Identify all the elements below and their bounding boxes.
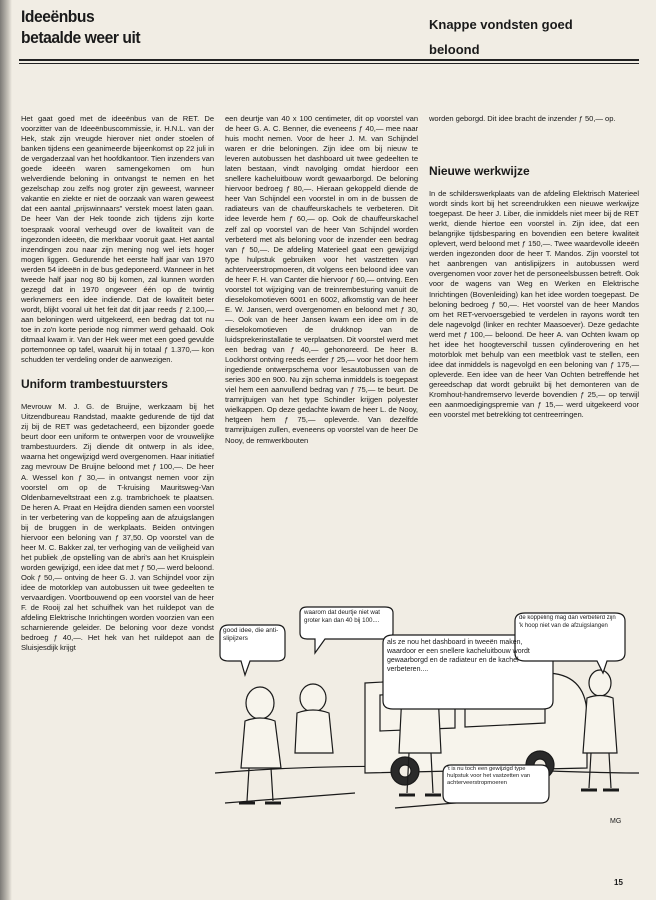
left-subheading: Uniform trambestuursters — [21, 377, 168, 392]
middle-column — [225, 114, 418, 446]
page-binding-shadow — [0, 0, 12, 900]
cartoon-bubble-3: als ze nou het dashboard in tweeën maken, waardoor er een snellere kacheluitbouw wordt gewaarborgd en de radiateur en de kachel verbeteren.... — [387, 639, 530, 673]
right-article-title — [429, 12, 639, 62]
cartoon-bubble-5: 't is nu toch een gewijzigd type hulpstuk voor het vastzetten van achterveerstropmoeren — [447, 766, 531, 786]
left-body-text: Mevrouw M. J. G. de Bruijne, werkzaam bij het Uitzendbureau Randstad, maakte gedurende de tijd dat zij bij de RET was gedetacheerd, een bijzonder goede beurt door een uniform te ontwerpen voor de vrouwelijke trambestuurders. Zij diende dit ontwerp in als idee, waarna het ongewijzigd werd overgenomen. Haar initiatief zag mevrouw De Bruijne beloond met ƒ 100,—. De heer A. Wessel kon ƒ 30,— in ontvangst nemen voor zijn voorstel om op de T-kruising Mauritsweg-Van Oldenbarneveltstraat een z.g. trambrichoek te plaatsen. De heren A. Praat en Heijdra dienden samen een voorstel in ter verbetering van de koppeling aan de afzuigslangen bij de bruggen in de werkplaats. Beiden ontvingen hiervoor een beloning van ƒ 37,50. Op voorstel van de heer M. C. Bakker zal, ter verhoging van de veiligheid van het publiek ,de opstelling van de abri's aan het Kruisplein worden gewijzigd, een idee dat met ƒ 50,— werd beloond. Ook ƒ 50,— ontving de heer G. J. van Schijndel voor zijn idee de motorklep van autobussen uit twee gedeelten te vervaardigen. Voortbouwend op een voorstel van de heer F. de Rooij zal het schuifhek van het ruildepot van de afdeling Elektrische Inrichtingen worden voorzien van een scharnierende geleider. De beloning voor deze vondst bedroeg ƒ 40,—. Het hek van het ruildepot aan de Sluisjesdijk krijgt — [21, 402, 214, 653]
right-title-line2: beloond — [429, 42, 480, 57]
cartoon-signature: MG — [610, 818, 622, 825]
left-title-line1: Ideeënbus — [21, 7, 95, 26]
page-number: 15 — [614, 878, 623, 887]
left-column — [21, 114, 214, 653]
header-rule-top — [19, 59, 639, 61]
cartoon-bubble-2: waarom dat deurtje niet wat groter kan dan 40 bij 100.... — [304, 609, 381, 624]
cartoon-illustration — [215, 603, 639, 829]
right-subheading: Nieuwe werkwijze — [429, 164, 530, 179]
right-column — [429, 114, 639, 420]
left-intro-text: Het gaat goed met de ideeënbus van de RET. De voorzitter van de Ideeënbuscommissie, ir. H.N.L. van der Hek, stak zijn vreugde hierover niet onder stoelen of banken tijdens een geanimeerde bijeenkomst op 22 juli in de vergaderzaal van het hoofdkantoor. Tien inzenders van goede ideeën waren samengekomen om hun welverdiende beloning in ontvangst te nemen en het gezelschap zou zelfs nog groter zijn geweest, wanneer vakantie en ziekte er niet de oorzaak van waren geweest dat een aantal „prijswinnaars” verstek moest laten gaan. De heer Van der Hek toonde zich tijdens zijn korte toespraak vooral verheugd over de kwaliteit van de ingezonden ideeën, die merkbaar vooruit gaat. Het aantal inzendingen zou naar zijn mening nog wel iets hoger mogen liggen. Gedurende het eerste half jaar van 1970 werden 54 ideeën in de bus gedeponeerd. Wanneer in het tweede half jaar nog 80 bij komen, zal kunnen worden gezegd dat in 1970 ongeveer één op de twintig werknemers een idee indiende. Dat de kwaliteit beter wordt, blijkt vooral uit het feit dat dit jaar reeds ƒ 2.100,— aan beloningen werd uitgekeerd, een bedrag dat tot nu toe in zo'n korte periode nog nimmer werd gehaald. Ook ditmaal kwam ir. Van der Hek weer met een goed gevulde portemonnee op tafel, waaruit hij in totaal ƒ 1.370,— kon schudden ter verdeling onder de aanwezigen. — [21, 114, 214, 365]
cartoon-bubble-1: good idee, die anti-slipijzers — [223, 627, 279, 642]
left-article-title — [21, 6, 205, 48]
right-title-line1: Knappe vondsten goed — [429, 17, 573, 32]
middle-column-text: een deurtje van 40 x 100 centimeter, dit op voorstel van de heer G. A. C. Benner, die eveneens ƒ 40,— mee naar huis mocht nemen. Voor de heer J. M. van Schijndel waren er drie beloningen. Zijn idee om bij nieuw te leveren autobussen het dashboard uit twee gedeelten te laten bestaan, vindt navolging omdat hierdoor een snellere kacheluitbouw wordt gewaarborgd. De beloning hiervoor bedroeg ƒ 80,—. Hieraan gekoppeld diende de heer Van Schijndel een voorstel in om in de bussen de radiateurs van de chauffeurskachels te verbeteren. Dit idee leverde hem ƒ 60,— op. Ook de chauffeurskachel zelf zal op voorstel van de heer Van Schijndel worden verbeterd met als beloning voor de inzender een bedrag van ƒ 50,—. De afdeling Materieel gaat een gewijzigd type hulpstuk gebruiken voor het vastzetten van achterveerstropmoeren, dit volgens een beloond idee van de heer F. H. van Canter die hiervoor ƒ 60,— ontving. Een voorstel tot wijziging van de treinrembesturing vanuit de dieselokomotieven 6001 en 6002, afkomstig van de heer E. W. Jansen, werd overgenomen en beloond met ƒ 30,—. Ook van de heer Jansen kwam een idee om in de dieselokomotieven de drukknop van de luidsprekerinstallatie te verplaatsen. Dit voorstel werd met een bedrag van ƒ 40,— gehonoreerd. De heer B. Lockhorst ontving reeds eerder ƒ 25,— voor het door hem ingediende ontwerpschema voor lesautobussen van de series 300 en 900. Nu zijn schema inmiddels is toegepast viel hem een aanvullend bedrag van ƒ 75,— te beurt. De tramrijtuigen van het type Schindler krijgen polyester wielkappen. Op deze gedachte kwam de heer L. de Nooy, hetgeen hem ƒ 75,— opleverde. Van dezelfde tramrijtuigen zullen, eveneens op voorstel van de heer De Nooy, de remwerkbouten — [225, 114, 418, 445]
left-title-line2: betaalde weer uit — [21, 28, 141, 47]
right-body-text: In de schilderswerkplaats van de afdeling Elektrisch Materieel wordt sinds kort bij het screendrukken een nieuwe werkwijze toegepast. De heer J. Liber, die inmiddels niet meer bij de RET werkt, diende hiertoe een voorstel in. Zijn idee, dat een belangrijke tijdsbesparing en bovendien een betere kwaliteit oplevert, werd beloond met ƒ 150,—. Twee waardevolle ideeën werden ingezonden door de heer T. Mandos. Zijn voorstel tot het aanbrengen van antislipijzers in autobussen werd overgenomen voor zover het de personeelsbussen betreft. Ook voor de wagens van Weg en Werken en Elektrische Inrichtingen (Bovenleiding) kan het idee worden toegepast. De beloning bedroeg ƒ 50,—. Het voorstel van de heer Mandos om het RET-vervoersgebied te verdelen in rayons wordt ten dele nagevolgd (linker en rechter Maasoever). Deze gedachte werd met ƒ 100,— beloond. De heer A. van Ochten kwam op het idee het hoogteverschil tussen cylinderovering en het motorblok met behulp van een meetblok vast te stellen, een idee dat inmiddels is nagevolgd en een beloning van ƒ 175,— opleverde. Een idee van de heer Van Ochten betreffende het gereedschap dat wordt gebruikt bij het demonteren van de Kromhout-handremservo leverde bovendien ƒ 25,— op terwijl een aanmoedigingspremie van ƒ 15,— werd uitgekeerd voor een voorstel met betrekking tot centreerringen. — [429, 189, 639, 420]
cartoon-bubble-4: de koppeling mag dan verbeterd zijn 'k hoop niet van de afzuigslangen — [519, 615, 616, 629]
header-rule-bottom — [19, 63, 639, 64]
right-intro-text: worden geborgd. Dit idee bracht de inzender ƒ 50,— op. — [429, 114, 616, 123]
